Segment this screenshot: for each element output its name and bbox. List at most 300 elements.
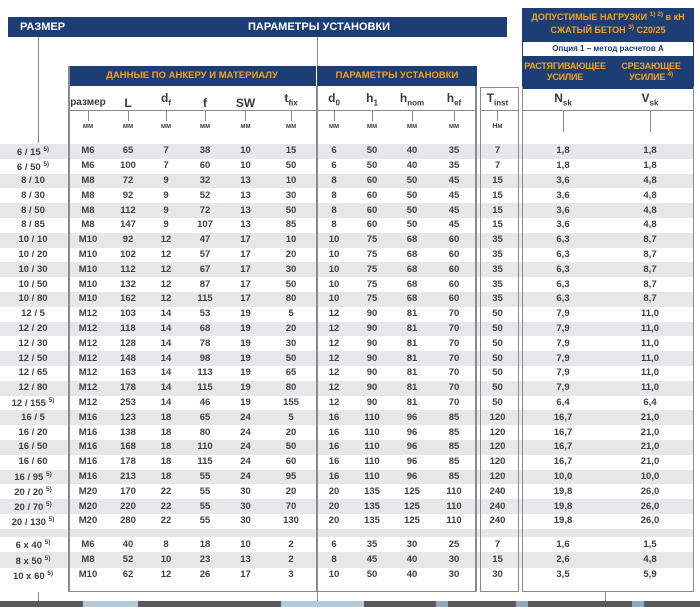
value-cell: 12 [328, 382, 340, 394]
value-cell: 148 [120, 352, 136, 364]
value-cell: 50 [492, 322, 503, 334]
value-cell: 35 [492, 293, 503, 305]
value-cell: 21,0 [640, 426, 660, 438]
value-cell: 130 [283, 515, 299, 527]
value-cell: 14 [160, 396, 172, 408]
value-cell: 96 [406, 411, 418, 423]
bottom-strip-segment [281, 601, 364, 607]
value-cell: 70 [448, 352, 460, 364]
bottom-strip-mark [516, 601, 528, 607]
value-cell: 60 [285, 456, 297, 468]
bottom-leader-right [605, 592, 606, 601]
value-cell: 11,0 [641, 352, 659, 364]
tick-mark [412, 110, 413, 121]
value-cell: 90 [366, 308, 378, 320]
value-cell: 85 [448, 411, 460, 423]
unit-label: мм [82, 123, 94, 130]
column-header: f [203, 96, 207, 110]
value-cell: 12 [160, 278, 172, 290]
value-cell: 13 [240, 554, 251, 566]
value-cell: 50 [406, 189, 418, 201]
value-cell: 12 [328, 308, 340, 320]
value-cell: 24 [240, 441, 251, 453]
header-underline-tinst [481, 110, 518, 111]
value-cell: 81 [406, 322, 418, 334]
value-cell: 90 [366, 382, 378, 394]
value-cell: 81 [406, 337, 418, 349]
value-cell: 13 [240, 219, 251, 231]
size-cell: 8 / 30 [21, 189, 45, 201]
value-cell: 13 [240, 204, 251, 216]
allowable-loads-panel [522, 8, 694, 89]
value-cell: 50 [492, 308, 503, 320]
value-cell: 112 [120, 204, 136, 216]
loads-title-line1: ДОПУСТИМЫЕ НАГРУЗКИ $^{1) 2)}$ в кН [531, 11, 685, 22]
value-cell: 15 [492, 204, 503, 216]
tick-mark [128, 110, 129, 121]
value-cell: 7,9 [556, 367, 570, 379]
value-cell: 90 [366, 337, 378, 349]
value-cell: 72 [122, 174, 134, 186]
value-cell: 25 [448, 538, 460, 550]
value-cell: 52 [122, 554, 134, 566]
value-cell: 55 [199, 485, 211, 497]
size-cell: 8 / 10 [21, 174, 45, 186]
value-cell: 47 [199, 234, 211, 246]
size-cell: 8 / 85 [21, 219, 45, 231]
value-cell: M16 [78, 456, 98, 468]
value-cell: 123 [120, 411, 136, 423]
value-cell: 70 [448, 322, 460, 334]
value-cell: 7 [494, 538, 501, 550]
size-cell: 10 / 20 [18, 248, 48, 260]
value-cell: M16 [78, 470, 98, 482]
column-header: $N_{sk}$ [554, 90, 572, 107]
value-cell: 45 [448, 189, 460, 201]
value-cell: 13 [240, 174, 251, 186]
value-cell: 110 [446, 500, 462, 512]
value-cell: 7,9 [556, 337, 570, 349]
value-cell: 1,5 [643, 538, 657, 550]
value-cell: 7 [494, 160, 501, 172]
value-cell: 6 [331, 145, 337, 157]
value-cell: 12 [160, 263, 172, 275]
value-cell: 24 [240, 411, 251, 423]
value-cell: 110 [364, 456, 380, 468]
value-cell: 15 [492, 554, 503, 566]
value-cell: 50 [492, 337, 503, 349]
size-cell: 6 x 40 $^{5)}$ [15, 539, 51, 552]
value-cell: 20 [328, 500, 340, 512]
top-header-bar [8, 17, 507, 37]
footnote-marker: 5) [45, 500, 52, 508]
value-cell: 8,7 [643, 248, 657, 260]
value-cell: 15 [285, 145, 297, 157]
size-cell: 6 / 50 $^{5)}$ [16, 160, 50, 173]
value-cell: 50 [492, 352, 503, 364]
value-cell: 22 [160, 485, 172, 497]
value-cell: 17 [240, 569, 251, 581]
value-cell: M12 [78, 352, 98, 364]
unit-cell [353, 110, 391, 142]
value-cell: 10 [240, 145, 251, 157]
value-cell: 4,8 [643, 174, 657, 186]
value-cell: 6 [331, 538, 337, 550]
value-cell: 35 [492, 263, 503, 275]
value-cell: 5 [288, 308, 294, 320]
footnote-marker: 5) [47, 569, 54, 577]
value-cell: M8 [81, 204, 95, 216]
value-cell: 8 [163, 538, 169, 550]
value-cell: 80 [199, 426, 211, 438]
value-cell: 17 [240, 293, 251, 305]
value-cell: 135 [364, 515, 380, 527]
value-cell: 10 [328, 569, 340, 581]
value-cell: 26,0 [640, 515, 660, 527]
sub-header-bar [68, 66, 477, 86]
column-header: $t_{fix}$ [284, 90, 298, 107]
value-cell: 110 [446, 485, 462, 497]
value-cell: 68 [406, 293, 418, 305]
value-cell: 18 [160, 411, 172, 423]
footnote-marker: 5) [45, 471, 52, 479]
size-cell: 10 / 50 [18, 278, 48, 290]
tick-mark [454, 110, 455, 121]
value-cell: 50 [285, 204, 297, 216]
install-leader-line [317, 37, 318, 66]
value-cell: 17 [240, 263, 251, 275]
value-cell: 55 [199, 515, 211, 527]
value-cell: M20 [78, 515, 98, 527]
value-cell: 22 [160, 500, 172, 512]
value-cell: 35 [492, 278, 503, 290]
value-cell: 19 [240, 337, 251, 349]
value-cell: 50 [406, 174, 418, 186]
value-cell: 85 [448, 426, 460, 438]
value-cell: 67 [199, 263, 211, 275]
bottom-leader-left [38, 592, 39, 601]
value-cell: 18 [160, 441, 172, 453]
size-section-title: РАЗМЕР [20, 21, 66, 33]
size-cell: 12 / 80 [18, 382, 48, 394]
unit-label: мм [366, 123, 378, 130]
value-cell: 3,6 [556, 174, 570, 186]
value-cell: M12 [78, 337, 98, 349]
value-cell: 12 [160, 569, 172, 581]
value-cell: 98 [199, 352, 211, 364]
size-cell: 16 / 60 [18, 456, 48, 468]
value-cell: 50 [406, 219, 418, 231]
value-cell: 2 [288, 538, 294, 550]
value-cell: 12 [160, 234, 172, 246]
value-cell: 60 [448, 278, 460, 290]
value-cell: 170 [120, 485, 136, 497]
value-cell: 10 [285, 174, 297, 186]
value-cell: 9 [163, 174, 169, 186]
footnote-marker: 5) [48, 515, 55, 523]
value-cell: 12 [328, 322, 340, 334]
size-cell: 8 x 50 $^{5)}$ [15, 554, 51, 567]
value-cell: 14 [160, 367, 172, 379]
value-cell: 120 [489, 411, 506, 423]
value-cell: 20 [328, 485, 340, 497]
value-cell: M6 [81, 145, 95, 157]
value-cell: 7,9 [556, 382, 570, 394]
value-cell: 10 [328, 293, 340, 305]
value-cell: 30 [240, 500, 251, 512]
value-cell: 16,7 [553, 456, 573, 468]
size-cell: 20 / 70 $^{5)}$ [14, 500, 52, 514]
value-cell: 70 [448, 367, 460, 379]
value-cell: 8 [331, 219, 337, 231]
value-cell: M8 [81, 174, 95, 186]
value-cell: 96 [406, 426, 418, 438]
value-cell: 12 [160, 293, 172, 305]
value-cell: M20 [78, 485, 98, 497]
value-cell: 12 [328, 396, 340, 408]
value-cell: 1,8 [556, 160, 570, 172]
value-cell: 68 [406, 234, 418, 246]
value-cell: 17 [240, 278, 251, 290]
value-cell: 15 [492, 189, 503, 201]
tick-mark [372, 110, 373, 121]
value-cell: 220 [120, 500, 136, 512]
value-cell: 30 [448, 569, 460, 581]
column-header: размер [70, 97, 106, 108]
value-cell: 240 [489, 485, 506, 497]
value-cell: M20 [78, 500, 98, 512]
value-cell: 8,7 [643, 278, 657, 290]
value-cell: 85 [285, 219, 297, 231]
value-cell: 40 [406, 145, 418, 157]
value-cell: 8 [331, 204, 337, 216]
value-cell: 85 [448, 470, 460, 482]
value-cell: 50 [492, 396, 503, 408]
value-cell: 92 [122, 189, 134, 201]
value-cell: 10 [285, 234, 297, 246]
value-cell: 78 [199, 337, 211, 349]
value-cell: 7,9 [556, 352, 570, 364]
value-cell: 60 [448, 248, 460, 260]
tinst-box-outline [480, 87, 519, 592]
value-cell: 100 [120, 160, 136, 172]
size-cell: 10 / 30 [18, 263, 48, 275]
value-cell: 13 [240, 189, 251, 201]
value-cell: 40 [406, 160, 418, 172]
unit-label: мм [448, 123, 460, 130]
value-cell: 18 [160, 470, 172, 482]
unit-label: мм [406, 123, 418, 130]
unit-label: мм [160, 123, 172, 130]
value-cell: M12 [78, 308, 98, 320]
value-cell: 16 [328, 470, 340, 482]
value-cell: 115 [197, 382, 213, 394]
value-cell: 81 [406, 367, 418, 379]
tick-mark [88, 110, 89, 121]
main-box-bottom-border [68, 591, 477, 592]
value-cell: 240 [489, 515, 506, 527]
value-cell: 7 [163, 160, 169, 172]
tension-force-header: РАСТЯГИВАЮЩЕЕ УСИЛИЕ [524, 61, 606, 82]
value-cell: 115 [197, 456, 213, 468]
value-cell: 35 [448, 160, 460, 172]
value-cell: 35 [448, 145, 460, 157]
value-cell: 10 [240, 160, 251, 172]
shear-force-header: СРЕЗАЮЩЕЕ УСИЛИЕ $^{4)}$ [621, 61, 681, 82]
value-cell: 30 [448, 554, 460, 566]
value-cell: 3,6 [556, 204, 570, 216]
value-cell: 4,8 [643, 554, 657, 566]
unit-label: мм [240, 123, 251, 130]
value-cell: 96 [406, 441, 418, 453]
value-cell: 18 [160, 456, 172, 468]
value-cell: 8,7 [643, 263, 657, 275]
column-header: $V_{sk}$ [641, 90, 659, 107]
footnote-marker: 5) [44, 554, 51, 562]
value-cell: 90 [366, 352, 378, 364]
loads-title-line2: СЖАТЫЙ БЕТОН $^{3)}$ С20/25 [550, 24, 666, 35]
value-cell: 21,0 [640, 411, 660, 423]
value-cell: 26,0 [640, 500, 660, 512]
value-cell: 30 [240, 515, 251, 527]
footnote-marker: 3) [628, 24, 634, 31]
column-header: $h_{nom}$ [399, 90, 425, 107]
value-cell: 12 [328, 352, 340, 364]
unit-cell [146, 110, 186, 142]
unit-cell [110, 110, 146, 142]
value-cell: M10 [78, 263, 98, 275]
anchor-data-header: ДАННЫЕ ПО АНКЕРУ И МАТЕРИАЛУ [68, 66, 317, 86]
size-cell: 10 / 10 [18, 234, 48, 246]
value-cell: 178 [120, 382, 136, 394]
value-cell: 168 [120, 441, 136, 453]
value-cell: 10 [328, 263, 340, 275]
value-cell: M12 [78, 367, 98, 379]
value-cell: 1,8 [643, 145, 657, 157]
value-cell: 240 [489, 500, 506, 512]
value-cell: M12 [78, 382, 98, 394]
value-cell: 118 [120, 322, 136, 334]
main-box-left-border [68, 66, 70, 592]
value-cell: 50 [366, 160, 378, 172]
value-cell: 16 [328, 411, 340, 423]
column-header: $T_{inst}$ [486, 90, 509, 107]
value-cell: 87 [199, 278, 211, 290]
value-cell: 128 [120, 337, 136, 349]
value-cell: 20 [328, 515, 340, 527]
value-cell: 163 [120, 367, 136, 379]
value-cell: 70 [448, 382, 460, 394]
value-cell: 6,4 [556, 396, 570, 408]
value-cell: 3,6 [556, 219, 570, 231]
value-cell: M12 [78, 322, 98, 334]
value-cell: M16 [78, 441, 98, 453]
value-cell: 7,9 [556, 308, 570, 320]
column-header: L [124, 96, 132, 110]
value-cell: 16,7 [553, 426, 573, 438]
footnote-marker: 5) [43, 160, 50, 168]
value-cell: 81 [406, 352, 418, 364]
value-cell: 22 [160, 515, 172, 527]
value-cell: 70 [285, 500, 297, 512]
value-cell: 45 [366, 554, 378, 566]
size-cell: 16 / 5 [21, 411, 45, 423]
main-box-divider [316, 86, 318, 592]
value-cell: 1,8 [556, 145, 570, 157]
size-cell: 12 / 65 [18, 367, 48, 379]
value-cell: 60 [448, 263, 460, 275]
size-cell: 12 / 50 [18, 352, 48, 364]
value-cell: 15 [492, 174, 503, 186]
column-header: $h_{ef}$ [446, 90, 462, 107]
value-cell: 2 [288, 554, 294, 566]
size-cell: 12 / 5 [21, 308, 45, 320]
value-cell: 2,6 [556, 554, 570, 566]
value-cell: 7 [163, 145, 169, 157]
value-cell: 7,9 [556, 322, 570, 334]
value-cell: 75 [366, 263, 378, 275]
value-cell: 35 [492, 248, 503, 260]
tick-mark [205, 110, 206, 121]
value-cell: 65 [199, 411, 211, 423]
value-cell: 10 [240, 538, 251, 550]
value-cell: 50 [492, 382, 503, 394]
value-cell: 14 [160, 308, 172, 320]
value-cell: 280 [120, 515, 136, 527]
value-cell: 26,0 [640, 485, 660, 497]
unit-cell [186, 110, 224, 142]
value-cell: 14 [160, 382, 172, 394]
value-cell: 20 [285, 322, 297, 334]
value-cell: 112 [120, 263, 136, 275]
value-cell: 103 [120, 308, 136, 320]
value-cell: 96 [406, 456, 418, 468]
value-cell: 110 [197, 441, 213, 453]
value-cell: 45 [448, 204, 460, 216]
footnote-marker: 5) [48, 397, 55, 405]
value-cell: 6,3 [556, 278, 570, 290]
value-cell: 178 [120, 456, 136, 468]
size-cell: 12 / 155 $^{5)}$ [11, 397, 55, 410]
value-cell: 40 [406, 569, 418, 581]
size-cell: 12 / 20 [18, 322, 48, 334]
value-cell: 16 [328, 456, 340, 468]
value-cell: M6 [81, 538, 95, 550]
value-cell: 1,8 [643, 160, 657, 172]
value-cell: 5,9 [643, 569, 657, 581]
unit-cell [224, 110, 267, 142]
value-cell: 60 [366, 219, 378, 231]
size-cell: 20 / 130 $^{5)}$ [11, 515, 55, 528]
value-cell: 62 [122, 569, 134, 581]
value-cell: 10 [328, 248, 340, 260]
value-cell: 80 [285, 382, 297, 394]
value-cell: 11,0 [641, 337, 659, 349]
column-header: SW [235, 96, 256, 110]
value-cell: 10,0 [553, 470, 573, 482]
value-cell: 110 [364, 426, 380, 438]
value-cell: 110 [364, 441, 380, 453]
value-cell: 138 [120, 426, 136, 438]
value-cell: 68 [406, 263, 418, 275]
value-cell: 6,3 [556, 234, 570, 246]
value-cell: 21,0 [640, 456, 660, 468]
value-cell: M10 [78, 248, 98, 260]
value-cell: M8 [81, 189, 95, 201]
value-cell: 14 [160, 337, 172, 349]
value-cell: M10 [78, 278, 98, 290]
value-cell: 72 [199, 204, 211, 216]
